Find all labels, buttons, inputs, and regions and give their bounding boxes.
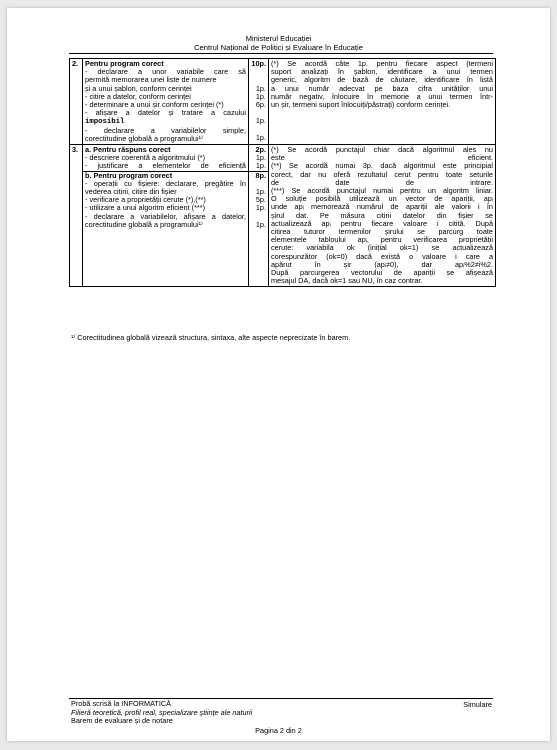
footer-info bbox=[71, 700, 252, 726]
points-value bbox=[251, 68, 266, 76]
points-value: 6p. bbox=[255, 101, 266, 110]
item-number: 2. bbox=[70, 59, 83, 145]
criteria-line: - verificare a proprietății cerute (*),(**) bbox=[85, 196, 206, 205]
criteria-line: - utilizare a unui algoritm eficient (***) bbox=[85, 204, 206, 213]
criteria-line bbox=[85, 117, 246, 126]
criteria-cell bbox=[83, 59, 249, 145]
footnote: ¹⁾ Corectitudinea globală vizează structura, sintaxa, alte aspecte neprecizate în barem. bbox=[71, 333, 351, 342]
criteria-line: și a unui șablon, conform cerinței bbox=[85, 84, 192, 93]
points-cell bbox=[249, 145, 269, 287]
note-line: corect, dar nu oferă rezultatul cerut pentru toate seturile bbox=[271, 170, 493, 179]
note-line: (*) Se acordă punctajul chiar dacă algoritmul ales nu bbox=[271, 146, 493, 155]
ministry-name: Ministerul Educației bbox=[245, 34, 312, 43]
points-value: 5p. bbox=[255, 196, 266, 205]
code-keyword: imposibil bbox=[85, 118, 125, 127]
points-value: 1p. bbox=[255, 154, 266, 163]
exam-track: Filieră teoretică, profil real, specializare științe ale naturii bbox=[71, 707, 253, 717]
page-number: Pagina 2 din 2 bbox=[255, 726, 302, 735]
note-line: elementele tabloului apᵢ, pentru verificarea proprietății bbox=[271, 236, 493, 245]
note-line: apărut în șir (apᵢ≠0), dar apᵢ%2≠i%2. bbox=[271, 260, 493, 269]
exam-session: Simulare bbox=[463, 700, 492, 709]
center-name: Centrul Național de Politici și Evaluare în Educație bbox=[194, 43, 363, 52]
note-line: După parcurgerea vectorului de apariții se afișează bbox=[271, 269, 493, 278]
criteria-line: vederea citirii, citire din fișier bbox=[85, 188, 177, 197]
page-header bbox=[7, 34, 550, 52]
criteria-cell bbox=[83, 145, 249, 287]
points-value: 8p. bbox=[249, 171, 268, 180]
note-line: suport analizați în șablon, identificare a unui termen bbox=[271, 68, 493, 77]
exam-name: Probă scrisă la INFORMATICĂ bbox=[71, 699, 172, 708]
criteria-line: Pentru program corect bbox=[85, 60, 164, 68]
points-value: 1p. bbox=[255, 220, 266, 229]
criteria-line: - descriere coerentă a algoritmului (*) bbox=[85, 154, 206, 163]
note-line: cerute: variabila ok (inițial ok=1) se actualizează bbox=[271, 244, 493, 253]
notes-cell bbox=[269, 59, 496, 145]
note-line: (*) Se acordă câte 1p. pentru fiecare aspect (termeni bbox=[271, 60, 493, 68]
criteria-line: permită memorarea unei liste de numere bbox=[85, 76, 217, 85]
note-line: unde apᵢ memorează numărul de apariții ale valorii i în bbox=[271, 203, 493, 212]
points-value bbox=[251, 126, 266, 134]
note-line: este eficient. bbox=[271, 154, 493, 163]
criteria-line: a. Pentru răspuns corect bbox=[85, 146, 171, 155]
criteria-line: - justificare a elementelor de eficiență bbox=[85, 162, 246, 171]
note-line: generic, algoritm de bază de căutare, identificare în listă bbox=[271, 76, 493, 85]
note-line: corespunzător (ok=0) dacă există o valoare i care a bbox=[271, 252, 493, 261]
note-line: mesajul DA, dacă ok=1 sau NU, în caz contrar. bbox=[271, 277, 423, 286]
note-line: de date de intrare. bbox=[271, 178, 493, 187]
document-page bbox=[7, 8, 550, 741]
criteria-line: - operații cu fișiere: declarare, pregătire în bbox=[85, 179, 246, 188]
notes-cell bbox=[269, 145, 496, 287]
points-value: 1p. bbox=[255, 204, 266, 213]
criteria-line: - determinare a unui șir conform cerinței (*) bbox=[85, 101, 224, 110]
note-line: O soluție posibilă utilizează un vector de apariții, apᵢ bbox=[271, 195, 493, 204]
points-value: 10p. bbox=[251, 60, 266, 68]
note-line: (***) Se acordă punctajul numai pentru un algoritm liniar. bbox=[271, 187, 493, 196]
note-line: citirea tuturor termenilor șirului se parcurg toate bbox=[271, 228, 493, 237]
table-row bbox=[70, 145, 496, 287]
points-value: 1p. bbox=[255, 92, 266, 101]
points-value: 2p. bbox=[255, 146, 266, 155]
points-value: 1p. bbox=[255, 162, 266, 171]
note-line: număr negativ, înlocuire în memorie a unui termen într- bbox=[271, 92, 493, 101]
criteria-line: - declarare a unor variabile care să bbox=[85, 68, 246, 77]
points-value: 1p. bbox=[255, 188, 266, 197]
points-value: 1p. bbox=[255, 84, 266, 93]
note-line: actualizează apᵢ pentru fiecare valoare i citită. După bbox=[271, 219, 493, 228]
criteria-line: corectitudine globală a programului¹⁾ bbox=[85, 134, 203, 143]
header-divider bbox=[69, 53, 493, 54]
note-line: șirul dat. Pe măsura citirii datelor din fișier se bbox=[271, 211, 493, 220]
criteria-line: b. Pentru program corect bbox=[83, 171, 248, 180]
table-row bbox=[70, 59, 496, 145]
note-line: un șir, termeni suport înlocuiți/păstrați) conform cerinței. bbox=[271, 101, 451, 110]
criteria-line: - declarare a variabilelor, afișare a datelor, bbox=[85, 212, 246, 221]
points-value bbox=[251, 76, 266, 84]
criteria-line: corectitudine globală a programului¹⁾ bbox=[85, 220, 203, 229]
item-number: 3. bbox=[70, 145, 83, 287]
criteria-line: - afișare a datelor și tratare a cazului bbox=[85, 109, 246, 118]
points-value bbox=[251, 213, 266, 221]
note-line: (**) Se acordă numai 3p. dacă algoritmul este principial bbox=[271, 162, 493, 171]
points-value: 1p. bbox=[255, 133, 266, 142]
points-value bbox=[251, 180, 266, 188]
points-cell bbox=[249, 59, 269, 145]
grading-table bbox=[69, 58, 496, 287]
doc-type: Barem de evaluare și de notare bbox=[71, 716, 173, 725]
criteria-line: - declarare a variabilelor simple, bbox=[85, 126, 246, 135]
points-value bbox=[251, 109, 266, 117]
points-value: 1p. bbox=[255, 117, 266, 126]
criteria-line: - citire a datelor, conform cerinței bbox=[85, 92, 191, 101]
note-line: a unui număr adecvat pe baza cifra unităților unui bbox=[271, 84, 493, 93]
